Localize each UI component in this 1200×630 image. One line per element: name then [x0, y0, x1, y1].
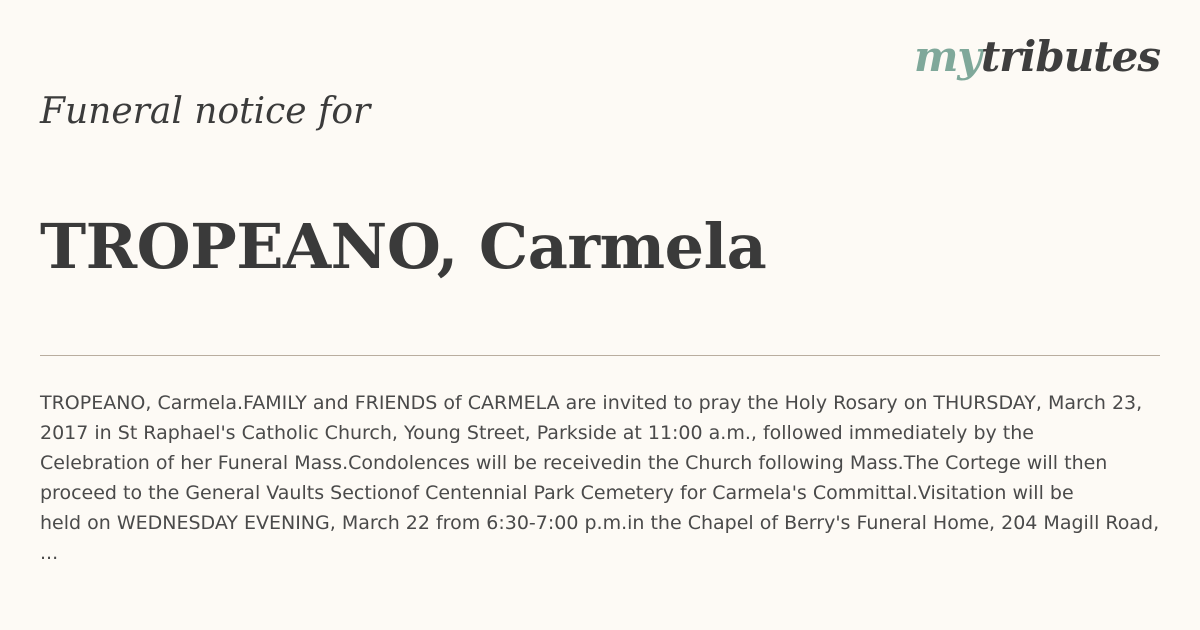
mytributes-logo: [913, 32, 1160, 81]
logo-tributes: tributes: [980, 32, 1160, 81]
notice-text: TROPEANO, Carmela.FAMILY and FRIENDS of CARMELA are invited to pray the Holy Rosary on THURSDAY, March 23, 2017 in St Raphael's Catholic Church, Young Street, Parkside at 11:00 a.m., followed immediately by the Celebration of her Funeral Mass.Condolences will be receivedin the Church following Mass.The Cortege will then proceed to the General Vaults Sectionof Centennial Park Cemetery for Carmela's Committal.Visitation will be held on WEDNESDAY EVENING, March 22 from 6:30-7:00 p.m.in the Chapel of Berry's Funeral Home, 204 Magill Road, ...: [40, 392, 1160, 564]
deceased-name: TROPEANO, Carmela: [40, 210, 767, 283]
logo-my: my: [913, 32, 981, 81]
page-subtitle: Funeral notice for: [40, 91, 371, 132]
divider: [40, 355, 1160, 356]
